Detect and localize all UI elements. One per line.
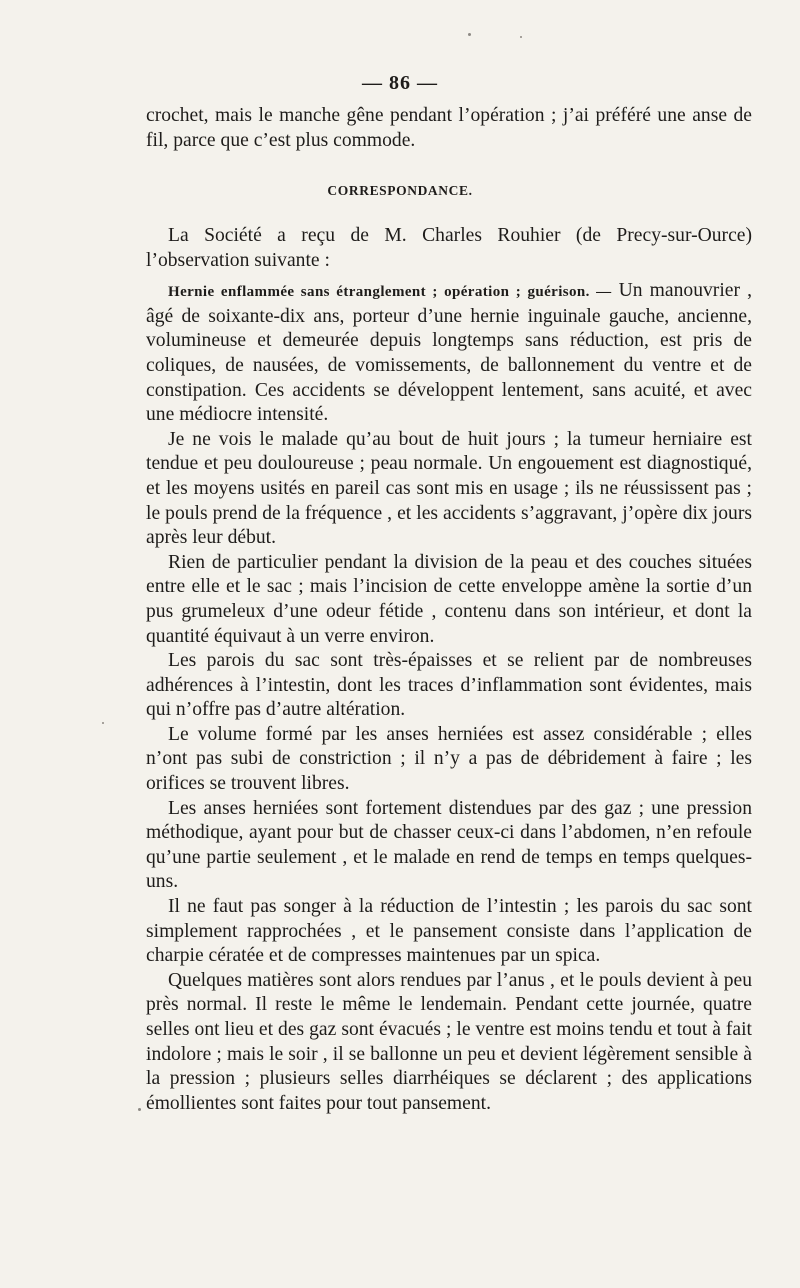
body-paragraph: Il ne faut pas songer à la réduction de l’intestin ; les parois du sac sont simplement rapprochées , et le pansement consiste dans l’application de charpie cératée et de compresses maintenues par un spica. xyxy=(146,896,752,967)
body-paragraph: Le volume formé par les anses herniées est assez considérable ; elles n’ont pas subi de constriction ; il n’y a pas de débridement à faire ; les orifices se trouvent libres. xyxy=(146,723,752,795)
paper-speck xyxy=(102,722,104,724)
body-paragraph: Quelques matières sont alors rendues par l’anus , et le pouls devient à peu près normal. Il reste le même le lendemain. Pendant cette journée, quatre selles ont lieu et des gaz sont évacués ; le ventre est moins tendu et tout à fait indolore ; mais le soir , il se ballonne un peu et devient légèrement sensible à la pression ; plusieurs selles diarrhéiques se déclarent ; des applications émollientes sont faites pour tout pansement. xyxy=(146,969,752,1114)
continuation-text: crochet, mais le manche gêne pendant l’opération ; j’ai préféré une anse de fil, parce que c’est plus commode. xyxy=(146,105,752,151)
paper-speck xyxy=(520,36,522,38)
body-paragraph: Je ne vois le malade qu’au bout de huit jours ; la tumeur herniaire est tendue et peu douloureuse ; peau normale. Un engouement est diagnostiqué, et les moyens usités en pareil cas sont mis en usage ; ils ne réussissent pas ; le pouls prend de la fréquence , et les accidents s’aggravant, j’opère dix jours après leur début. xyxy=(146,428,752,549)
observation-title: Hernie enflammée sans étranglement ; opération ; guérison. — xyxy=(168,284,612,301)
continuation-paragraph xyxy=(146,104,752,153)
paper-speck xyxy=(468,33,471,36)
main-body xyxy=(146,224,752,1116)
body-paragraph: Un manouvrier , âgé de soixante-dix ans, porteur d’une hernie inguinale gauche, ancienne, volumineuse et demeurée depuis longtemps sans réduction, est pris de coliques, de nausées, de vomissements, de ballonnement du ventre et de constipation. Ces accidents se développent lentement, sans acuité, et avec une médiocre intensité. xyxy=(146,280,752,426)
observation-paragraph xyxy=(146,279,752,428)
body-paragraph: Les anses herniées sont fortement distendues par des gaz ; une pression méthodique, ayant pour but de chasser ceux-ci dans l’abdomen, n’en refoule qu’une partie seulement , et le malade en rend de temps en temps quelques-uns. xyxy=(146,797,752,893)
body-paragraph: Rien de particulier pendant la division de la peau et des couches situées entre elle et le sac ; mais l’incision de cette enveloppe amène la sortie d’un pus grumeleux d’une odeur fétide , contenu dans son intérieur, et dont la quantité équivaut à un verre environ. xyxy=(146,551,752,647)
page-number: — 86 — xyxy=(362,72,438,94)
body-paragraph: Les parois du sac sont très-épaisses et se relient par de nombreuses adhérences à l’intestin, dont les traces d’inflammation sont évidentes, mais qui n’offre pas d’autre altération. xyxy=(146,650,752,721)
section-heading: CORRESPONDANCE. xyxy=(327,183,473,198)
intro-paragraph: La Société a reçu de M. Charles Rouhier (de Precy-sur-Ource) l’observation suivante : xyxy=(146,225,752,271)
paper-speck xyxy=(138,1108,141,1111)
